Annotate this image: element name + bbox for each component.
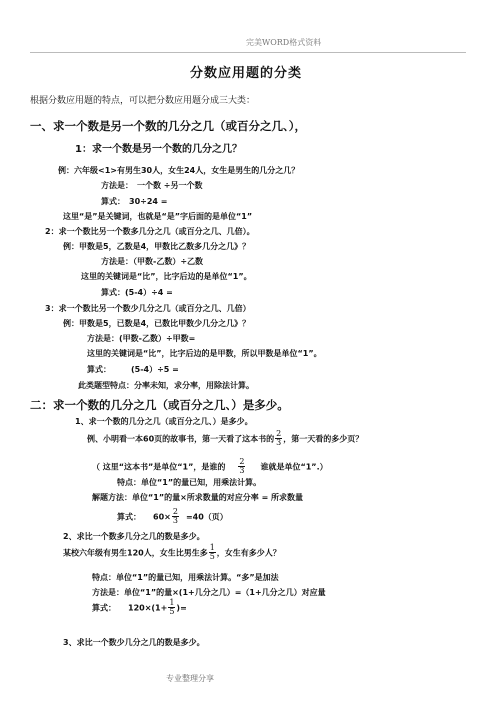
section-1-sub2-formula: 算式：(5-4）÷4 = [101,288,173,297]
fraction-numerator: 2 [172,507,178,516]
fraction-denominator: 5 [209,552,215,562]
formula-text-end: =40（页） [185,512,228,522]
section-2-sub1-formula [117,508,228,526]
formula-text-start: 算式： 60× [117,512,171,522]
example-text-end: ，女生有多少人？ [216,548,281,558]
fraction-numerator: 1 [169,598,175,607]
hint-text-start: （ 这里“这本书”是单位“1”，是谁的 [92,462,226,472]
fraction-two-thirds [275,430,282,448]
section-1-sub2-note: 这里的关键词是“比”，比字后边的是单位“1”。 [81,272,252,281]
section-2-sub1-method: 解题方法：单位“1”的量×所求数量的对应分率 = 所求数量 [92,493,304,502]
section-2-sub1-feature: 特点：单位“1”的量已知，用乘法计算。 [117,478,262,487]
section-2-sub2-formula [92,599,187,617]
section-1-sub1-heading: 1：求一个数是另一个数的几分之几？ [75,144,242,155]
section-1-sub3-note: 这里的关键词是“比”，比字后边的是甲数，所以甲数是单位“1”。 [87,349,322,358]
fraction-denominator: 3 [239,466,245,476]
fraction-two-thirds [172,508,179,526]
header-rule [30,52,466,53]
section-1-sub3-method: 方法是：(甲数-乙数）÷甲数= [87,334,196,343]
section-1-sub2-heading: 2：求一个数比另一个数多几分之几（或百分之几、几倍）。 [45,227,255,236]
section-2-sub2-heading: 2、求比一个数多几分之几的数是多少。 [63,532,205,541]
section-1-heading: 一、求一个数是另一个数的几分之几（或百分之几、）， [30,119,306,133]
section-2-sub1-hint [92,458,328,476]
fraction-numerator: 2 [276,429,282,438]
section-2-sub2-method: 方法是：单位“1”的量×(1+几分之几）=（1+几分之几）对应量 [92,588,326,597]
intro-text: 根据分数应用题的特点，可以把分数应用题分成三大类： [30,96,256,106]
fraction-denominator: 5 [169,607,175,617]
page-footer: 专业整理分享 [166,674,214,683]
page-title: 分数应用题的分类 [190,66,303,81]
hint-text-end: 谁就是单位“1”.） [260,462,328,472]
page-header: 完美WORD格式资料 [246,38,322,47]
fraction-one-fifth [209,544,216,562]
section-1-sub1-method: 方法是： 一个数 ÷另一个数 [101,181,203,190]
section-1-sub2-example: 例：甲数是5，乙数是4，甲数比乙数多几分之几》？ [63,242,251,251]
section-2-heading: 二：求一个数的几分之几（或百分之几、）是多少。 [30,398,289,412]
section-2-sub3-heading: 3、求比一个数少几分之几的数是多少。 [63,638,205,647]
section-1-sub3-heading: 3：求一个数比另一个数少几分之几（或百分之几、几倍） [45,304,251,313]
fraction-denominator: 3 [172,516,178,526]
formula-text-start: 算式： 120×(1+ [92,603,168,613]
section-1-sub1-example: 例：六年级<1>有男生30人，女生24人，女生是男生的几分之几？ [58,166,300,175]
fraction-numerator: 2 [239,457,245,466]
section-2-sub2-feature: 特点：单位“1”的量已知，用乘法计算。“多”是加法 [92,573,279,582]
formula-text-end: )= [176,603,187,613]
section-2-sub1-example [87,430,363,448]
fraction-two-thirds [238,458,245,476]
fraction-one-fifth [168,599,175,617]
example-text-start: 某校六年级有男生120人，女生比男生多 [63,548,208,558]
fraction-denominator: 3 [276,438,282,448]
section-1-sub3-formula: 算式： (5-4）÷5 = [87,365,179,374]
example-text-start: 例、小明看一本60页的故事书，第一天看了这本书的 [87,434,275,444]
section-1-sub1-formula: 算式： 30÷24 = [101,197,168,206]
section-1-sub1-note: 这里“是”是关键词，也就是“是”字后面的是单位“1” [63,212,253,221]
section-1-sub3-example: 例：甲数是5，已数是4，已数比甲数少几分之几》？ [63,319,251,328]
section-1-sub2-method: 方法是：（甲数-乙数）÷乙数 [101,257,204,266]
example-text-end: ，第一天看的多少页？ [283,434,364,444]
section-1-sub3-feature: 此类题型特点：分率未知，求分率，用除法计算。 [78,381,254,390]
section-2-sub1-heading: 1、求一个数的几分之几（或百分之几、）是多少。 [75,417,253,426]
section-2-sub2-example [63,544,281,562]
fraction-numerator: 1 [209,543,215,552]
